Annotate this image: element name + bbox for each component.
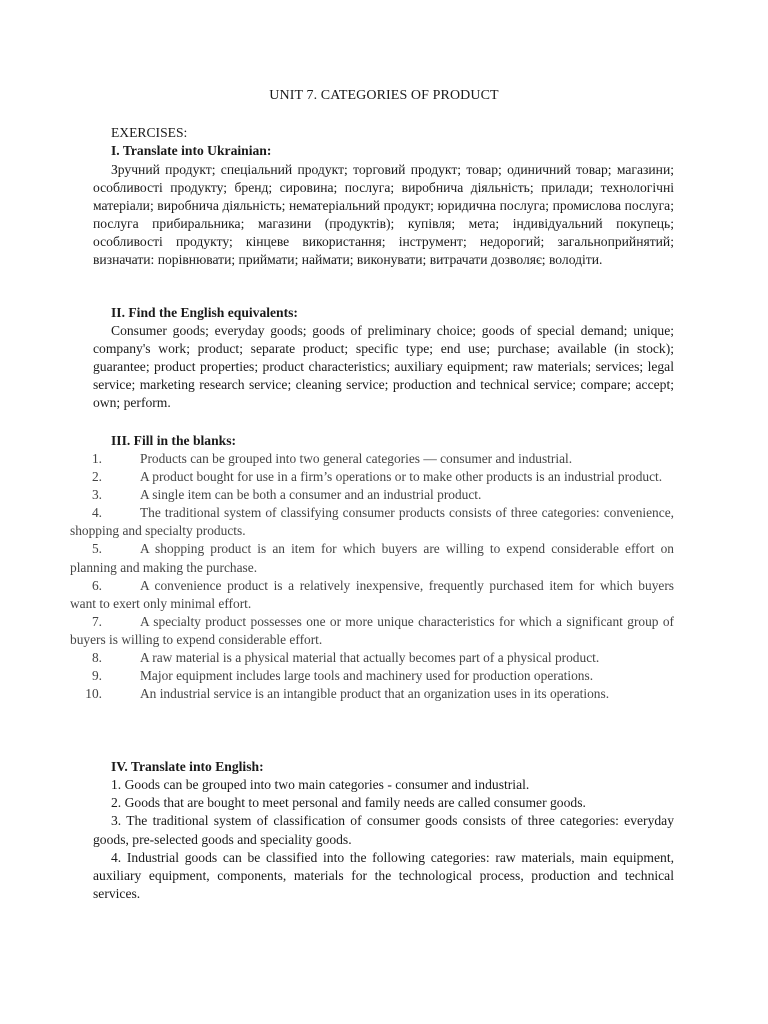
item-text: Products can be grouped into two general categories — consumer and industrial.: [140, 451, 573, 466]
section3-heading: III. Fill in the blanks:: [111, 433, 237, 448]
item-text: A convenience product is a relatively inexpensive, frequently purchased item for which buyers want to exert only minimal effort.: [70, 577, 674, 611]
item-text: A raw material is a physical material that actually becomes part of a physical product.: [140, 650, 600, 666]
item-number: 1.: [91, 451, 102, 466]
item-number: 6.: [91, 577, 102, 593]
fill-blanks-list: [70, 450, 674, 703]
list-item: [70, 468, 674, 486]
item-number: 3.: [91, 487, 102, 503]
list-item: [70, 450, 674, 468]
list-item: 2. Goods that are bought to meet personal and family needs are called consumer goods.: [111, 795, 586, 811]
list-item: [70, 504, 674, 540]
section1-text: Зручний продукт; спеціальний продукт; торговий продукт; товар; одиничний товар; магазини; особливості продукту; бренд; сировина; послуга; виробнича діяльність; прилади; технологічні матеріали; виробнича діяльність; нематеріальний продукт; юридична послуга; промислова послуга; послуга прибиральника; магазини (продуктів); купівля; мета; індивідуальний покупець; особливості продукту; кінцеве використання; інструмент; недорогий; загальноприйнятий; визначати: порівнювати; приймати; наймати; виконувати; витрачати дозволяє; володіти.: [93, 162, 674, 267]
item-number: 9.: [91, 668, 102, 684]
translate-list: [93, 776, 674, 903]
list-item: [70, 613, 674, 649]
list-item: [70, 649, 674, 667]
list-item: 1. Goods can be grouped into two main categories - consumer and industrial.: [111, 777, 530, 792]
section2-heading: II. Find the English equivalents:: [111, 305, 298, 320]
list-item: 3. The traditional system of classification of consumer goods consists of three categories: everyday goods, pre-selected goods and speciality goods.: [93, 813, 674, 847]
exercises-label: EXERCISES:: [111, 125, 188, 140]
item-text: The traditional system of classifying consumer products consists of three categories: convenience, shopping and specialty products.: [70, 505, 674, 539]
item-text: A single item can be both a consumer and an industrial product.: [140, 487, 482, 503]
item-number: 7.: [91, 613, 102, 629]
item-number: 5.: [91, 541, 102, 557]
section2-body: [93, 322, 674, 412]
section1-body: [93, 161, 674, 269]
list-item: [70, 486, 674, 504]
section4-heading: IV. Translate into English:: [111, 759, 264, 774]
list-item: [70, 540, 674, 576]
item-text: An industrial service is an intangible product that an organization uses in its operations.: [140, 686, 610, 702]
section2-text: Consumer goods; everyday goods; goods of preliminary choice; goods of special demand; unique; company's work; product; separate product; specific type; end use; purchase; available (in stock); guarantee; product properties; product characteristics; auxiliary equipment; raw materials; services; legal service; marketing research service; cleaning service; production and technical service; compare; accept; own; perform.: [93, 323, 674, 410]
list-item: [70, 685, 674, 703]
item-text: A product bought for use in a firm’s operations or to make other products is an industrial product.: [140, 469, 663, 485]
section1-heading: I. Translate into Ukrainian:: [111, 143, 272, 158]
page-title: UNIT 7. CATEGORIES OF PRODUCT: [269, 88, 499, 103]
item-text: Major equipment includes large tools and machinery used for production operations.: [140, 668, 594, 684]
item-number: 10.: [85, 686, 102, 702]
item-text: A specialty product possesses one or more unique characteristics for which a significant group of buyers is willing to expend considerable effort.: [70, 613, 674, 647]
list-item: 4. Industrial goods can be classified into the following categories: raw materials, main equipment, auxiliary equipment, components, materials for the technological process, production and technical services.: [93, 849, 674, 902]
item-number: 8.: [91, 650, 102, 666]
item-text: A shopping product is an item for which buyers are willing to expend considerable effort on planning and making the purchase.: [70, 541, 674, 575]
list-item: [70, 667, 674, 685]
list-item: [70, 577, 674, 613]
item-number: 2.: [91, 469, 102, 485]
item-number: 4.: [91, 505, 102, 521]
